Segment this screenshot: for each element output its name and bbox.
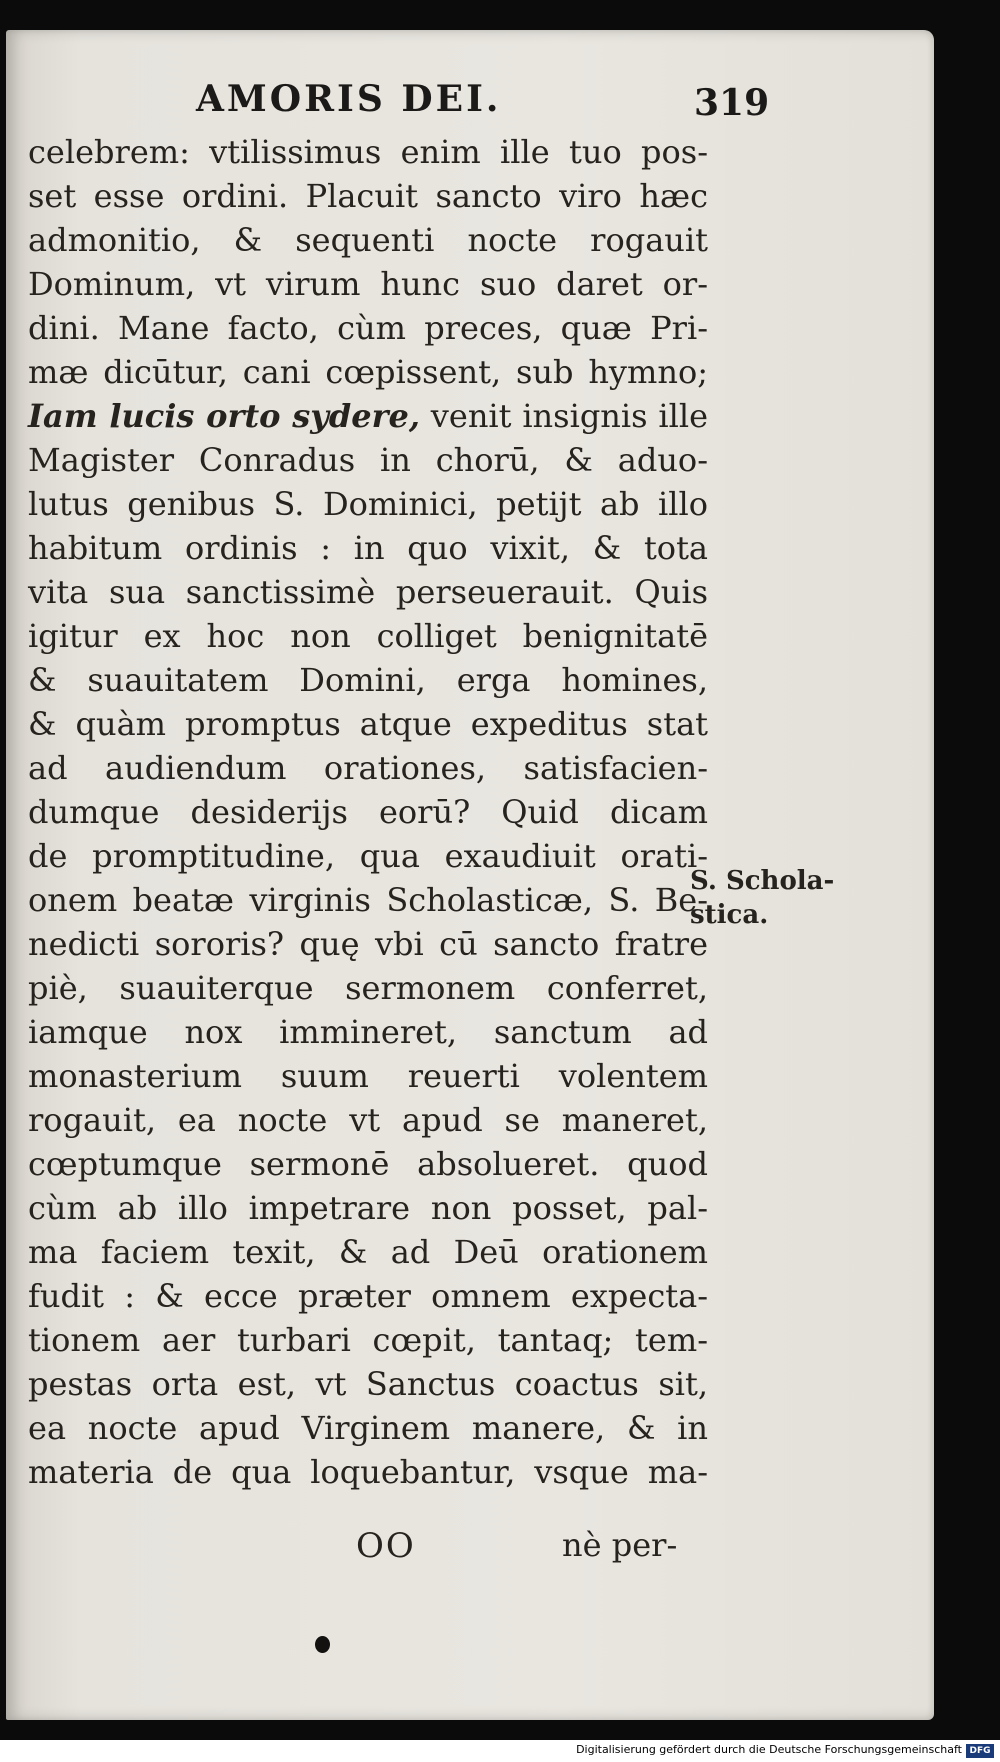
text-line: tionem aer turbari cœpit, tantaq; tem- [28, 1321, 708, 1359]
text-line: rogauit, ea nocte vt apud se maneret, [28, 1101, 708, 1139]
text-line: & quàm promptus atque expeditus stat [28, 705, 708, 743]
text-line: admonitio, & sequenti nocte rogauit [28, 221, 708, 259]
text-line: fudit : & ecce præter omnem expecta- [28, 1277, 708, 1315]
text-line: Magister Conradus in chorū, & aduo- [28, 441, 708, 479]
text-line: de promptitudine, qua exaudiuit orati- [28, 837, 708, 875]
signature-mark: OO [356, 1526, 416, 1566]
text-line: ea nocte apud Virginem manere, & in [28, 1409, 708, 1447]
digitization-footer [0, 1740, 1000, 1762]
text-line: iamque nox immineret, sanctum ad [28, 1013, 708, 1051]
text-line: dini. Mane facto, cùm preces, quæ Pri- [28, 309, 708, 347]
text-line-hymn [28, 394, 708, 438]
margin-note-line: stica. [690, 900, 769, 930]
running-head: AMORIS DEI. [196, 78, 502, 120]
page-header [6, 78, 934, 134]
body-text [28, 130, 708, 1494]
page-number: 319 [694, 82, 770, 124]
text-line: materia de qua loquebantur, vsque ma- [28, 1453, 708, 1491]
margin-note-line: S. Schola- [690, 866, 835, 896]
text-line: pestas orta est, vt Sanctus coactus sit, [28, 1365, 708, 1403]
catchword: nè per- [562, 1526, 678, 1564]
text-line: lutus genibus S. Dominici, petijt ab illo [28, 485, 708, 523]
book-page [6, 30, 934, 1720]
text-line: celebrem: vtilissimus enim ille tuo pos- [28, 133, 708, 171]
text-line: dumque desiderijs eorū? Quid dicam [28, 793, 708, 831]
text-line: ma faciem texit, & ad Deū orationem [28, 1233, 708, 1271]
text-line: ad audiendum orationes, satisfacien- [28, 749, 708, 787]
text-line: cœptumque sermonē absolueret. quod [28, 1145, 708, 1183]
text-line: vita sua sanctissimè perseuerauit. Quis [28, 573, 708, 611]
text-line: mæ dicūtur, cani cœpissent, sub hymno; [28, 353, 708, 391]
text-line: monasterium suum reuerti volentem [28, 1057, 708, 1095]
text-line: piè, suauiterque sermonem conferret, [28, 969, 708, 1007]
text-line: & suauitatem Domini, erga homines, [28, 661, 708, 699]
margin-note [690, 864, 835, 932]
text-line: habitum ordinis : in quo vixit, & tota [28, 529, 708, 567]
hymn-line-rest: venit insignis ille [430, 397, 709, 435]
ink-spot [315, 1636, 330, 1653]
funding-credit: Digitalisierung gefördert durch die Deutsche Forschungsgemeinschaft [576, 1743, 962, 1756]
text-line: Dominum, vt virum hunc suo daret or- [28, 265, 708, 303]
text-line: set esse ordini. Placuit sancto viro hæc [28, 177, 708, 215]
text-line: nedicti sororis? quę vbi cū sancto fratre [28, 925, 708, 963]
text-line: onem beatæ virginis Scholasticæ, S. Be- [28, 881, 708, 919]
text-line: igitur ex hoc non colliget benignitatē [28, 617, 708, 655]
hymn-title: Iam lucis orto sydere, [28, 397, 420, 435]
dfg-logo: DFG [966, 1744, 994, 1758]
text-line: cùm ab illo impetrare non posset, pal- [28, 1189, 708, 1227]
